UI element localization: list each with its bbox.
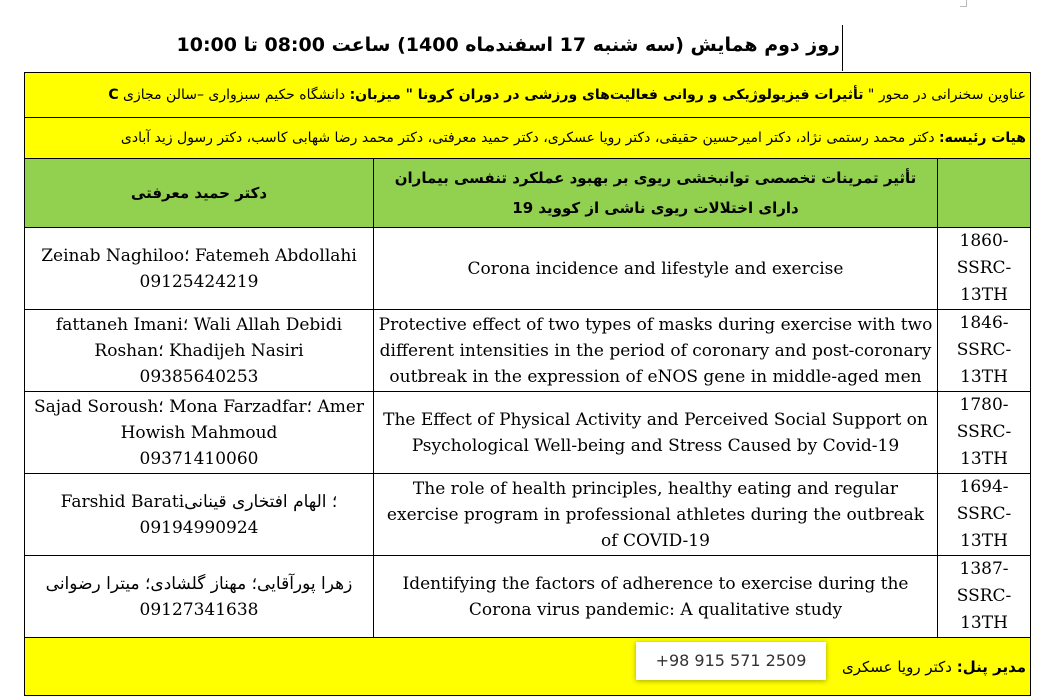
session-info-cell [25,73,1031,118]
row-title: Protective effect of two types of masks during exercise with two different intensities in the period of coronary and post-coronary outbreak in the expression of eNOS gene in middle-aged men [374,310,938,392]
row-code: 1780-SSRC-13TH [938,392,1031,474]
row-title: The role of health principles, healthy eating and regular exercise program in professional athletes during the outbreak of COVID-19 [374,474,938,556]
title-row [0,22,845,70]
keynote-title: تأثیر تمرینات تخصصی توانبخشی ریوی بر بهبود عملکرد تنفسی بیماران دارای اختلالات ریوی ناشی از کووید 19 [374,159,938,228]
session-hall-letter: C [108,87,119,103]
session-info-row [25,73,1031,118]
row-code: 1387-SSRC-13TH [938,556,1031,638]
board-cell [25,118,1031,159]
row-code: 1694-SSRC-13TH [938,474,1031,556]
row-title: Corona incidence and lifestyle and exercise [374,228,938,310]
row-authors-cell [25,310,374,392]
row-phone: 09385640253 [139,366,259,387]
row-authors-cell [25,556,374,638]
table-row [25,556,1031,638]
schedule-table [24,72,1031,696]
page-corner-mark [960,0,967,7]
board-label: هیات رئیسه: [939,130,1027,146]
row-authors-cell [25,474,374,556]
keynote-row [25,159,1031,228]
table-row [25,228,1031,310]
panel-name: دکتر رویا عسکری [841,657,957,676]
row-authors: Sajad Soroush؛ Mona Farzadfar؛ Amer Howish Mahmoud [33,396,365,443]
table-row [25,474,1031,556]
panel-cell [25,638,1031,696]
row-authors-cell [25,228,374,310]
session-host-value: دانشگاه حکیم سبزواری –سالن مجازی [118,87,350,103]
row-code: 1846-SSRC-13TH [938,310,1031,392]
day-title: روز دوم همایش (سه شنبه 17 اسفندماه 1400) ساعت 08:00 تا 10:00 [176,34,840,56]
panel-row [25,638,1031,696]
row-phone: 09125424219 [139,271,259,292]
board-row [25,118,1031,159]
board-members: دکتر محمد رستمی نژاد، دکتر امیرحسین حقیقی، دکتر رویا عسکری، دکتر حمید معرفتی، دکتر محمد رضا شهابی کاسب، دکتر رسول زید آبادی [120,130,940,146]
row-authors: fattaneh Imani؛ Wali Allah Debidi Roshan؛ Khadijeh Nasiri [55,314,343,361]
session-axis-title: تأثیرات فیزیولوژیکی و روانی فعالیت‌های ورزشی در دوران کرونا [417,87,864,103]
table-row [25,392,1031,474]
row-phone: 09371410060 [139,448,259,469]
keynote-code-empty [938,159,1031,228]
session-quote-close: " [400,87,418,103]
row-authors: Farshid Barati؛ الهام افتخاری قینانی [60,491,338,512]
row-title: The Effect of Physical Activity and Perceived Social Support on Psychological Well-being and Stress Caused by Covid-19 [374,392,938,474]
row-phone: 09127341638 [139,599,259,620]
row-authors-cell [25,392,374,474]
table-row [25,310,1031,392]
panel-label: مدیر پنل: [956,657,1027,676]
keynote-speaker: دکتر حمید معرفتی [25,159,374,228]
row-phone: 09194990924 [139,517,259,538]
row-code: 1860-SSRC-13TH [938,228,1031,310]
session-prefix: عناوین سخنرانی در محور " [863,87,1027,103]
row-authors: زهرا پورآقایی؛ مهناز گلشادی؛ میترا رضوانی [45,573,353,594]
row-title: Identifying the factors of adherence to exercise during the Corona virus pandemic: A qualitative study [374,556,938,638]
row-authors: Zeinab Naghiloo؛ Fatemeh Abdollahi [41,245,357,266]
session-host-label: میزبان: [349,87,401,103]
text-cursor [842,25,843,71]
panel-phone-popup[interactable]: +98 915 571 2509 [636,642,826,680]
